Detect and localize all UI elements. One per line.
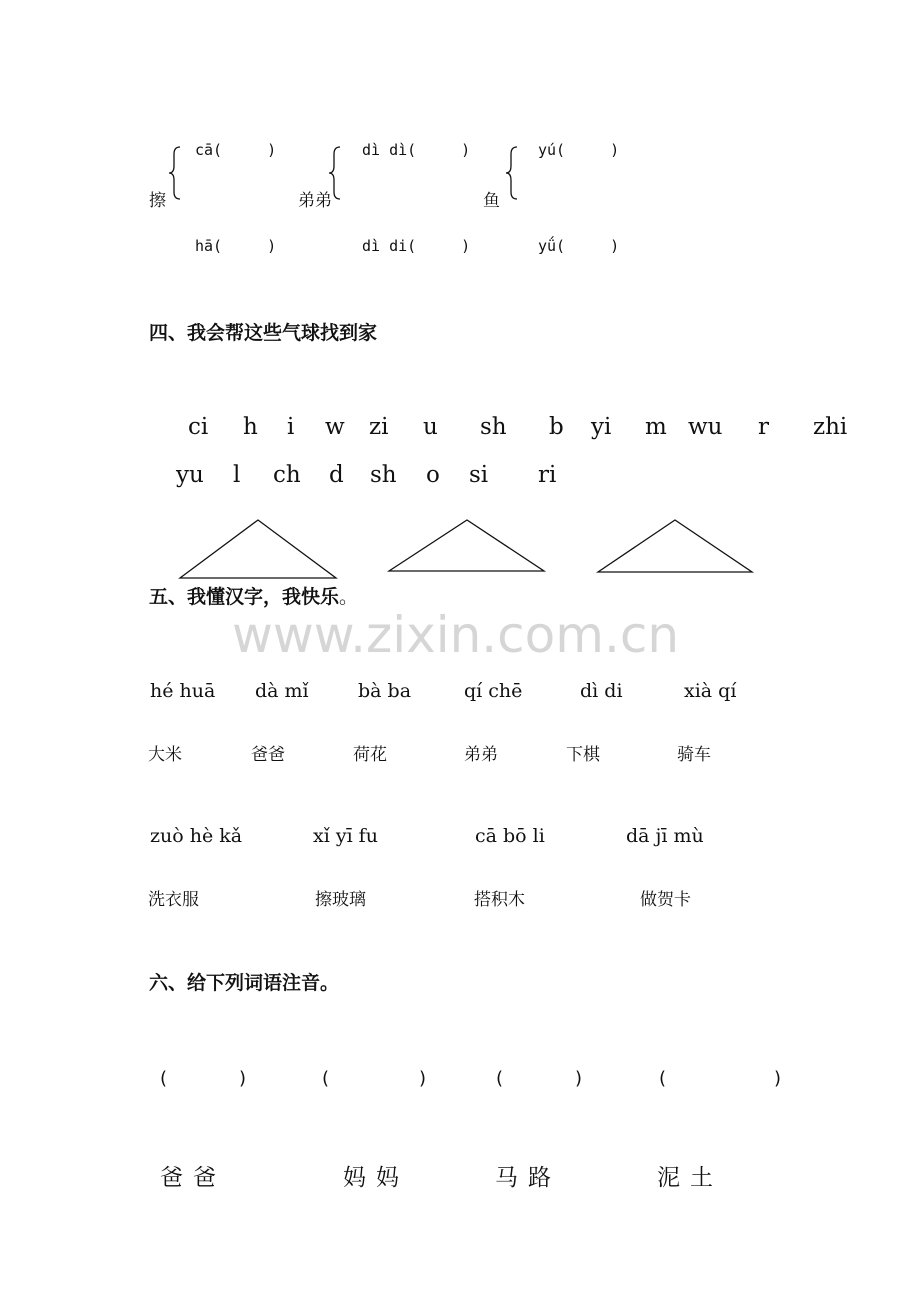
house-triangle-finals <box>389 520 544 571</box>
balloon-syllable: yu <box>176 462 204 488</box>
pinyin-option-bottom: hā( ) <box>195 237 277 255</box>
answer-blank[interactable]: ( ) <box>496 1068 583 1089</box>
balloon-syllable: ri <box>538 462 557 488</box>
balloon-syllable: o <box>426 462 440 488</box>
balloon-syllable: zi <box>369 414 389 440</box>
pinyin-word: hé huā <box>150 680 216 702</box>
chinese-word: 擦玻璃 <box>315 890 366 910</box>
chinese-word: 洗衣服 <box>148 890 199 910</box>
section-title: 五、我懂汉字，我快乐。 <box>149 586 359 608</box>
answer-blank[interactable]: ( ) <box>322 1068 427 1089</box>
house-triangle-whole-syllables <box>598 520 752 572</box>
answer-blank[interactable]: ( ) <box>160 1068 247 1089</box>
balloon-syllable: wu <box>688 414 723 440</box>
balloon-syllable: sh <box>480 414 507 440</box>
pinyin-option-top: dì dì( ) <box>362 141 471 159</box>
pinyin-option-bottom: dì di( ) <box>362 237 471 255</box>
balloon-syllable: d <box>329 462 344 488</box>
balloon-syllable: si <box>469 462 489 488</box>
pinyin-option-top: yú( ) <box>538 141 620 159</box>
section-title: 六、给下列词语注音。 <box>149 972 340 994</box>
pinyin-word: dì di <box>580 680 623 702</box>
pinyin-word: cā bō li <box>475 825 545 847</box>
brace-icon <box>328 146 342 200</box>
pinyin-word: xǐ yī fu <box>313 825 378 847</box>
chinese-word: 骑车 <box>677 745 711 765</box>
balloon-syllable: i <box>287 414 295 440</box>
group-character: 擦 <box>149 191 166 211</box>
balloon-syllable: zhi <box>813 414 848 440</box>
chinese-word: 做贺卡 <box>640 890 691 910</box>
pinyin-word: bà ba <box>358 680 412 702</box>
pinyin-option-bottom: yǘ( ) <box>538 237 620 255</box>
answer-blank[interactable]: ( ) <box>659 1068 782 1089</box>
balloon-syllable: ch <box>273 462 301 488</box>
pinyin-option-top: cā( ) <box>195 141 277 159</box>
balloon-syllable: sh <box>370 462 397 488</box>
pinyin-word: qí chē <box>464 680 523 702</box>
pinyin-word: dā jī mù <box>626 825 704 847</box>
watermark-text: www.zixin.com.cn <box>232 606 680 664</box>
pinyin-word: dà mǐ <box>255 680 309 702</box>
balloon-syllable: l <box>233 462 241 488</box>
pinyin-word: zuò hè kǎ <box>150 825 243 847</box>
brace-icon <box>168 146 182 200</box>
house-triangles <box>176 518 766 580</box>
balloon-syllable: yi <box>591 414 612 440</box>
house-triangle-initials <box>180 520 336 578</box>
chinese-word: 搭积木 <box>474 890 525 910</box>
section-title: 四、我会帮这些气球找到家 <box>149 322 378 344</box>
chinese-word: 下棋 <box>566 745 600 765</box>
pinyin-word: xià qí <box>684 680 737 702</box>
chinese-word: 爸爸 <box>160 1165 226 1191</box>
chinese-word: 爸爸 <box>251 745 285 765</box>
balloon-syllable: r <box>758 414 769 440</box>
chinese-word: 泥土 <box>657 1165 723 1191</box>
brace-icon <box>505 146 519 200</box>
chinese-word: 马路 <box>495 1165 561 1191</box>
balloon-syllable: h <box>243 414 258 440</box>
chinese-word: 弟弟 <box>464 745 498 765</box>
balloon-syllable: ci <box>188 414 209 440</box>
balloon-syllable: w <box>325 414 345 440</box>
group-character: 鱼 <box>483 191 500 211</box>
group-character: 弟弟 <box>298 191 332 211</box>
balloon-syllable: m <box>645 414 667 440</box>
balloon-syllable: u <box>423 414 438 440</box>
chinese-word: 大米 <box>148 745 182 765</box>
chinese-word: 妈妈 <box>343 1165 409 1191</box>
chinese-word: 荷花 <box>353 745 387 765</box>
balloon-syllable: b <box>549 414 564 440</box>
